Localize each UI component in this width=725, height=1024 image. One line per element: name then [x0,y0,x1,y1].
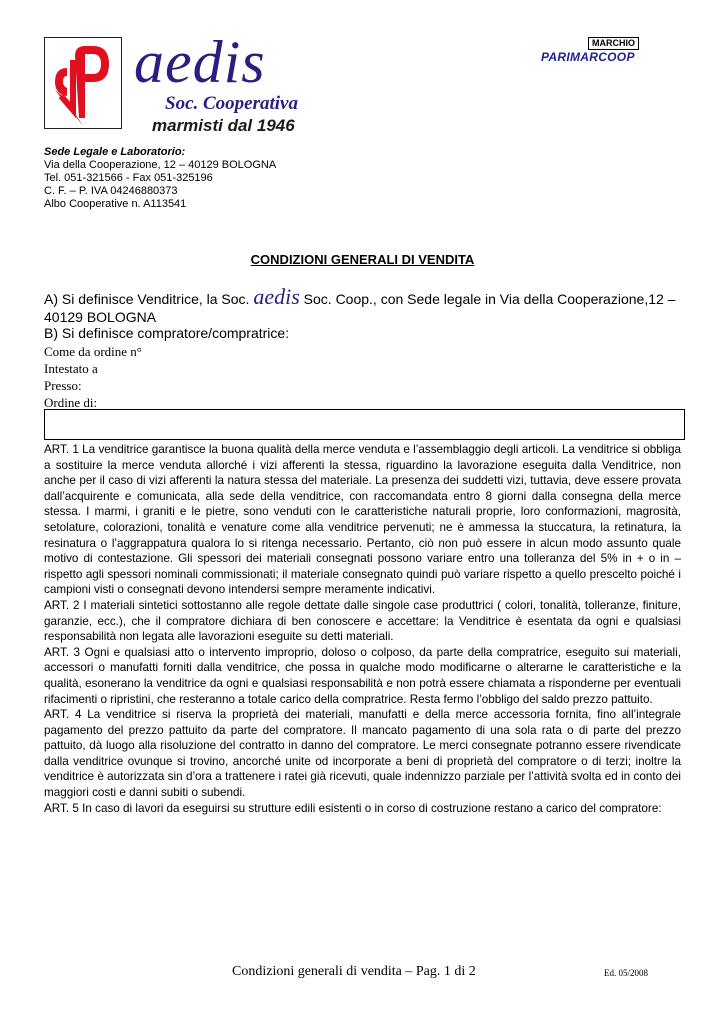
order-number-field: Come da ordine n° [44,344,142,359]
definition-a-suffix: Soc. Coop., con Sede legale in Via della Cooperazione,12 – 40129 BOLOGNA [44,291,676,325]
address-line: Via della Cooperazione, 12 – 40129 BOLOGNA [44,159,277,171]
article-3: ART. 3 Ogni e qualsiasi atto o intervento improprio, doloso o colposo, da parte della compratrice, eseguito sui materiali, accessori o manufatti forniti dalla venditrice, che possa in qualche modo modificarne o alterarne le caratteristiche e la qualità, esonerano la venditrice da ogni e qualsiasi responsabilità e non potrà essere chiamata a risponderne per eventuali rifacimenti o ripristini, che resteranno a totale carico della compratrice. Resta fermo l’obbligo del saldo prezzo pattuito. [44,645,681,706]
ordine-di-field: Ordine di: [44,395,98,410]
definition-b: B) Si definisce compratore/compratrice: [44,325,290,341]
page-footer: Condizioni generali di vendita – Pag. 1 di 2 [232,964,476,979]
article-1: ART. 1 La venditrice garantisce la buona qualità della merce venduta e l’assemblaggio degli articoli. La venditrice si obbliga a sostituire la merce venduta allorché i vizi afferenti la stessa, riguardino la lavorazione eseguita dalla Venditrice, non anche per il caso di vizi afferenti la natura stessa del materiale. La presenza dei suddetti vizi, tuttavia, deve essere provata dall’acquirente e comunicata, alla sede della venditrice, con raccomandata entro 8 giorni dalla consegna della merce stessa. I marmi, i graniti e le pietre, sono venduti con le caratteristiche naturali proprie, loro conformazioni, magrosità, setolature, colorazioni, tonalità e venature come alla venditrice pervenuti; ne è ammessa la stuccatura, la retinatura, la resinatura o l’aggrappatura qualora lo si ritenga necessario. Pertanto, ciò non può essere in alcun modo assunto quale motivo di contestazione. Gli spessori dei materiali consegnati possono variare entro una tolleranza del 5% in + o in – rispetto agli spessori nominali commissionati; il materiale consegnato quindi può variare rispetto a quello prescelto poiché i campioni visti o consegnati devono intendersi sempre meramente indicativi. [44,443,681,597]
article-2: ART. 2 I materiali sintetici sottostanno alle regole dettate dalle singole case produttrici ( colori, tonalità, tolleranze, finiture, garanzie, ecc.), che il compratore dichiara di ben conoscere e accettare: la Venditrice è esentata da ogni e qualsiasi responsabilità non legata alle lavorazioni eseguite su detti materiali. [44,598,681,644]
address-label: Sede Legale e Laboratorio [44,146,182,158]
article-5: ART. 5 In caso di lavori da eseguirsi su strutture edili esistenti o in corso di costruzione restano a carico del compratore: [44,801,662,815]
parimarcoop-mark: PARIMARCOOP [541,50,635,64]
definition-a-brand: aedis [253,284,300,309]
edition-label: Ed. 05/2008 [604,968,648,978]
marchio-label: MARCHIO [588,37,639,50]
articles-body [44,442,681,816]
tax-line: C. F. – P. IVA 04246880373 [44,185,178,197]
order-blank-box [44,409,685,440]
definition-a-prefix: A) Si definisce Venditrice, la Soc. [44,291,250,307]
albo-line: Albo Cooperative n. A113541 [44,198,187,210]
phone-line: Tel. 051-321566 - Fax 051-325196 [44,172,213,184]
address-block: Sede Legale e Laboratorio: Via della Cooperazione, 12 – 40129 BOLOGNA Tel. 051-321566 - Fax 051-325196 C. F. – P. IVA 04246880373 Albo Cooperative n. A113541 [44,146,277,210]
article-4: ART. 4 La venditrice si riserva la proprietà dei materiali, manufatti e della merce accessoria fornita, fino all’integrale pagamento del prezzo pattuito da parte del compratore. Il mancato pagamento di una sola rata o di parte del prezzo pattuito, dà luogo alla risoluzione del contratto in danno del compratore. Le merci consegnate potranno essere rivendicate dalla venditrice ovunque si trovino, ancorché unite od incorporate a beni di proprietà del compratore o di terzi; inoltre la venditrice è autorizzata sin d’ora a trattenere i ratei già ricevuti, quale indennizzo parziale per l’attività svolta ed in conto dei maggiori costi e danni subiti o subendi. [44,708,681,800]
brand-subtitle: Soc. Cooperativa [165,93,298,114]
brand-name: aedis [134,29,266,95]
intestato-field: Intestato a [44,361,98,376]
presso-field: Presso: [44,378,82,393]
definition-a [44,284,684,326]
logo-arrow-icon [45,38,121,128]
document-title: CONDIZIONI GENERALI DI VENDITA [250,252,475,267]
brand-tagline: marmisti dal 1946 [152,116,295,135]
logo-mark [44,37,122,129]
